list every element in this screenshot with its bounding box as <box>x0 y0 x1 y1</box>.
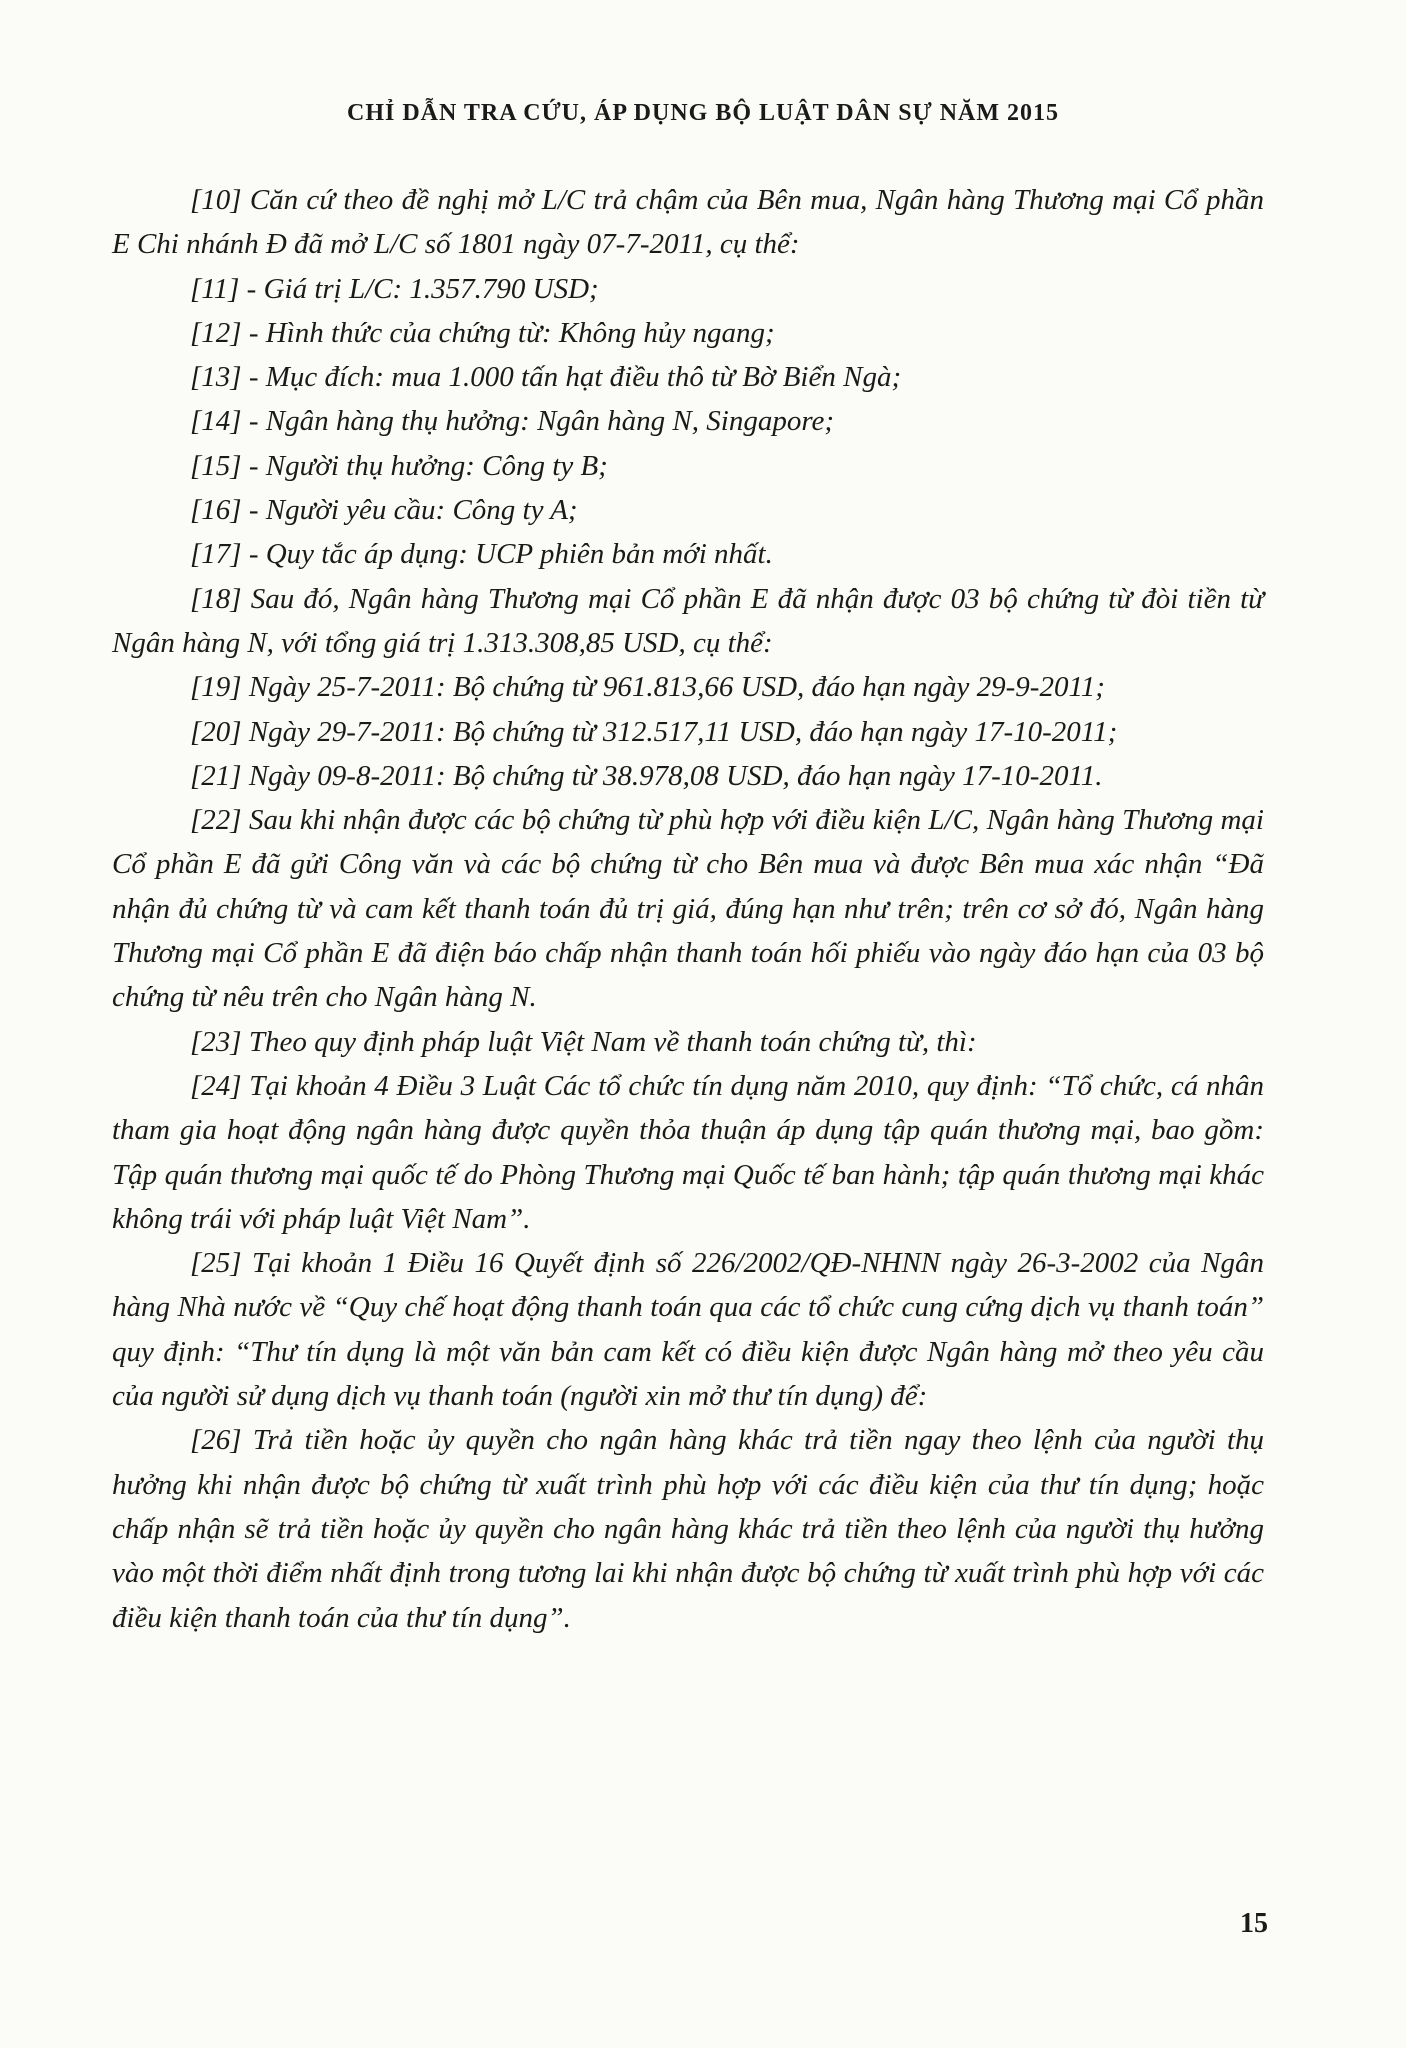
paragraph-21: [21] Ngày 09-8-2011: Bộ chứng từ 38.978,08 USD, đáo hạn ngày 17-10-2011. <box>190 759 1103 792</box>
paragraph-18: [18] Sau đó, Ngân hàng Thương mại Cổ phần E đã nhận được 03 bộ chứng từ đòi tiền từ Ngân hàng N, với tổng giá trị 1.313.308,85 USD, cụ thể: <box>112 582 1264 659</box>
paragraph-26: [26] Trả tiền hoặc ủy quyền cho ngân hàng khác trả tiền ngay theo lệnh của người thụ hưởng khi nhận được bộ chứng từ xuất trình phù hợp với các điều kiện của thư tín dụng; hoặc chấp nhận sẽ trả tiền hoặc ủy quyền cho ngân hàng khác trả tiền theo lệnh của người thụ hưởng vào một thời điểm nhất định trong tương lai khi nhận được bộ chứng từ xuất trình phù hợp với các điều kiện thanh toán của thư tín dụng”. <box>112 1424 1264 1634</box>
paragraph-23: [23] Theo quy định pháp luật Việt Nam về thanh toán chứng từ, thì: <box>190 1025 977 1058</box>
paragraph-10: [10] Căn cứ theo đề nghị mở L/C trả chậm của Bên mua, Ngân hàng Thương mại Cổ phần E Chi nhánh Đ đã mở L/C số 1801 ngày 07-7-2011, cụ thể: <box>112 184 1264 261</box>
paragraph-13: [13] - Mục đích: mua 1.000 tấn hạt điều thô từ Bờ Biển Ngà; <box>190 361 902 394</box>
paragraph-16: [16] - Người yêu cầu: Công ty A; <box>190 494 578 527</box>
paragraph-12: [12] - Hình thức của chứng từ: Không hủy ngang; <box>190 316 775 349</box>
paragraph-22: [22] Sau khi nhận được các bộ chứng từ phù hợp với điều kiện L/C, Ngân hàng Thương mại Cổ phần E đã gửi Công văn và các bộ chứng từ cho Bên mua và được Bên mua xác nhận “Đã nhận đủ chứng từ và cam kết thanh toán đủ trị giá, đúng hạn như trên; trên cơ sở đó, Ngân hàng Thương mại Cổ phần E đã điện báo chấp nhận thanh toán hối phiếu vào ngày đáo hạn của 03 bộ chứng từ nêu trên cho Ngân hàng N. <box>112 804 1264 1014</box>
page-number: 15 <box>1240 1908 1268 1939</box>
paragraph-11: [11] - Giá trị L/C: 1.357.790 USD; <box>190 272 599 305</box>
paragraph-15: [15] - Người thụ hưởng: Công ty B; <box>190 449 608 482</box>
paragraph-20: [20] Ngày 29-7-2011: Bộ chứng từ 312.517,11 USD, đáo hạn ngày 17-10-2011; <box>190 715 1118 748</box>
body-text <box>112 178 1264 1640</box>
paragraph-17: [17] - Quy tắc áp dụng: UCP phiên bản mới nhất. <box>190 538 773 571</box>
paragraph-24: [24] Tại khoản 4 Điều 3 Luật Các tổ chức tín dụng năm 2010, quy định: “Tổ chức, cá nhân tham gia hoạt động ngân hàng được quyền thỏa thuận áp dụng tập quán thương mại, bao gồm: Tập quán thương mại quốc tế do Phòng Thương mại Quốc tế ban hành; tập quán thương mại khác không trái với pháp luật Việt Nam”. <box>112 1069 1264 1235</box>
paragraph-14: [14] - Ngân hàng thụ hưởng: Ngân hàng N, Singapore; <box>190 405 835 438</box>
running-header-title: CHỈ DẪN TRA CỨU, ÁP DỤNG BỘ LUẬT DÂN SỰ NĂM 2015 <box>346 100 1060 126</box>
paragraph-25: [25] Tại khoản 1 Điều 16 Quyết định số 226/2002/QĐ-NHNN ngày 26-3-2002 của Ngân hàng Nhà nước về “Quy chế hoạt động thanh toán qua các tổ chức cung cứng dịch vụ thanh toán” quy định: “Thư tín dụng là một văn bản cam kết có điều kiện được Ngân hàng mở theo yêu cầu của người sử dụng dịch vụ thanh toán (người xin mở thư tín dụng) để: <box>112 1247 1264 1413</box>
paragraph-19: [19] Ngày 25-7-2011: Bộ chứng từ 961.813,66 USD, đáo hạn ngày 29-9-2011; <box>190 671 1105 704</box>
